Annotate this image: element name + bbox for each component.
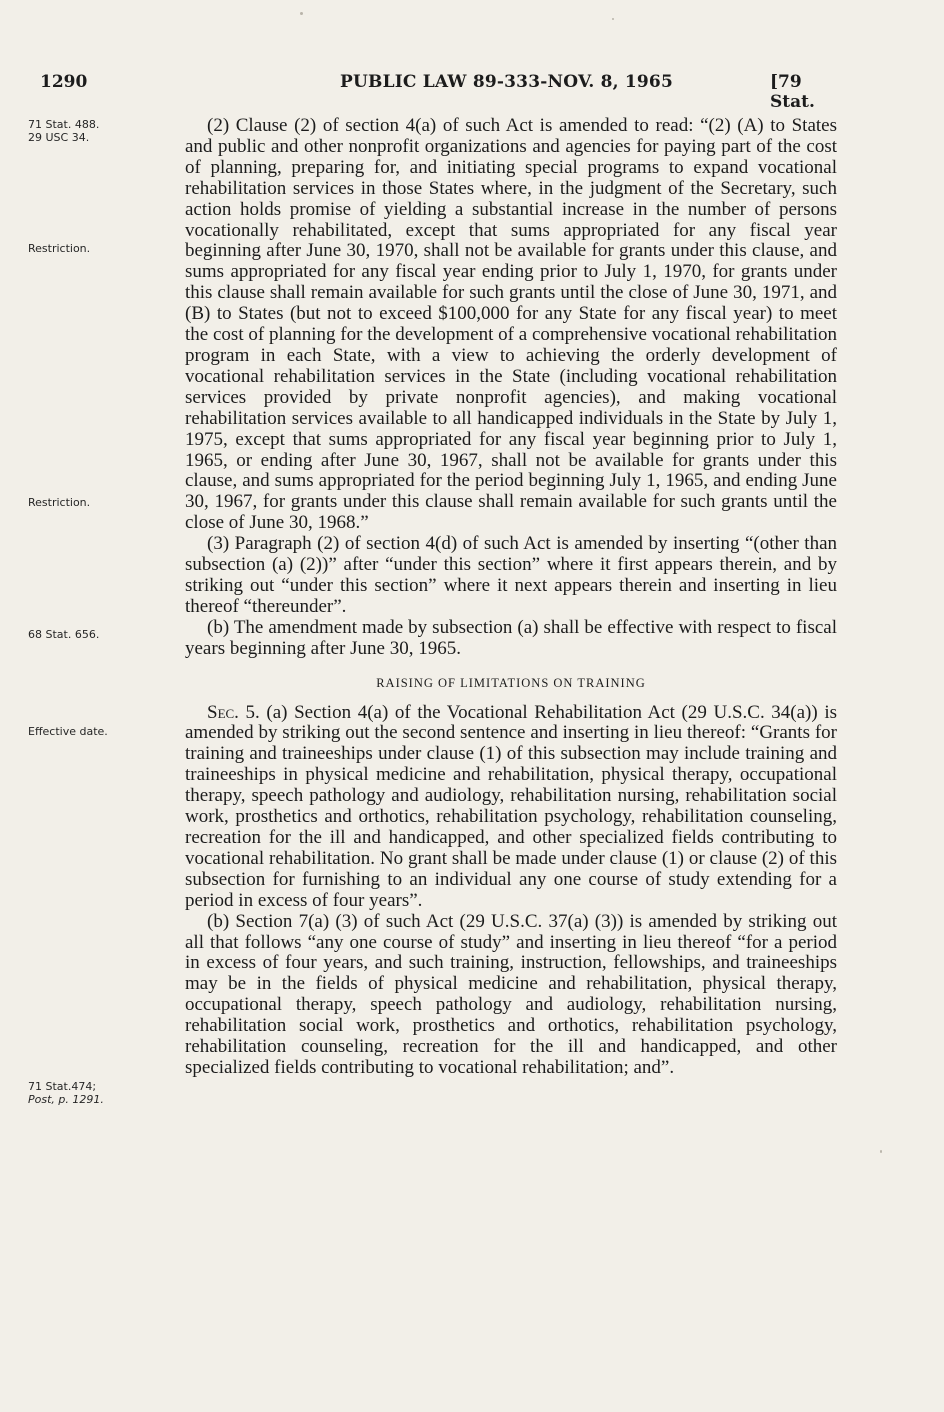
running-title: PUBLIC LAW 89-333-NOV. 8, 1965: [340, 72, 673, 92]
document-body: [185, 116, 837, 1079]
margin-note-restriction: [28, 496, 168, 509]
paragraph-section-5a: [185, 703, 837, 912]
margin-note-line: 71 Stat. 488.: [28, 118, 100, 131]
margin-note-citation: [28, 1080, 168, 1106]
section-heading: RAISING OF LIMITATIONS ON TRAINING: [376, 675, 646, 690]
scan-speck: [612, 18, 614, 20]
paragraph-effective: (b) The amendment made by subsection (a) shall be effective with respect to fiscal years beginning after June 30, 1965.: [185, 616, 837, 659]
page-header: [40, 72, 840, 112]
section-5a-text: (a) Section 4(a) of the Vocational Rehabilitation Act (29 U.S.C. 34(a)) is amended by striking out the second sentence and inserting in lieu thereof: “Grants for training and traineeships under clause (1) of this subsection may include training and traineeships in physical medicine and rehabilitation, physical therapy, occupational therapy, speech pathology and audiology, rehabilitation nursing, rehabilitation social work, prosthetics and orthotics, rehabilitation psychology, rehabilitation counseling, recreation for the ill and handicapped, and other specialized fields contributing to vocational rehabilitation. No grant shall be made under clause (1) or clause (2) of this subsection for furnishing to an individual any one course of study extending for a period in excess of four years”.: [185, 701, 837, 911]
margin-note-citation: [28, 118, 168, 144]
section-lead: Sec. 5.: [207, 701, 260, 723]
scan-speck: [300, 12, 303, 15]
scan-speck: [880, 1150, 882, 1153]
paragraph-section-5b: (b) Section 7(a) (3) of such Act (29 U.S.C. 37(a) (3)) is amended by striking out all that follows “any one course of study” and inserting in lieu thereof “for a period in excess of four years, and such training, instruction, fellowships, and traineeships may be in the fields of physical medicine and rehabilitation, physical therapy, occupational therapy, speech pathology and audiology, rehabilitation nursing, rehabilitation social work, prosthetics and orthotics, rehabilitation psychology, rehabilitation counseling, recreation for the ill and handicapped, and other specialized fields contributing to vocational rehabilitation; and”.: [185, 910, 837, 1078]
margin-note-line: Effective date.: [28, 725, 108, 738]
paragraph-clause-2: (2) Clause (2) of section 4(a) of such Act is amended to read: “(2) (A) to States and public and other nonprofit organizations and agencies for paying part of the cost of planning, preparing for, and initiating special programs to expand vocational rehabilitation services in those States where, in the judgment of the Secretary, such action holds promise of yielding a substantial increase in the number of persons vocationally rehabilitated, except that sums appropriated for any fiscal year beginning after June 30, 1970, shall not be available for grants under this clause, and sums appropriated for any fiscal year ending prior to July 1, 1970, for grants under this clause shall remain available for such grants until the close of June 30, 1971, and (B) to States (but not to exceed $100,000 for any State for any fiscal year) to meet the cost of planning for the development of a comprehensive vocational rehabilitation program in each State, with a view to achieving the orderly development of vocational rehabilitation services in the State (including vocational rehabilitation services provided by private nonprofit agencies), and making vocational rehabilitation services available to all handicapped individuals in the State by July 1, 1975, except that sums appropriated for any fiscal year beginning prior to July 1, 1965, or ending after June 30, 1967, shall not be available for grants under this clause, and sums appropriated for the period beginning July 1, 1965, and ending June 30, 1967, for grants under this clause shall remain available for such grants until the close of June 30, 1968.”: [185, 115, 837, 534]
margin-note-effective-date: [28, 725, 168, 738]
page-number: 1290: [40, 72, 88, 92]
margin-note-line: Post, p. 1291.: [28, 1093, 104, 1106]
paragraph-3: (3) Paragraph (2) of section 4(d) of such Act is amended by inserting “(other than subsection (a) (2))” after “under this section” where it first appears therein, and by striking out “under this section” where it next appears therein and inserting in lieu thereof “thereunder”.: [185, 533, 837, 617]
statute-reference: [79 Stat.: [770, 72, 815, 112]
margin-note-citation: [28, 628, 168, 641]
margin-note-restriction: [28, 242, 168, 255]
margin-note-line: Restriction.: [28, 242, 91, 255]
margin-note-line: 29 USC 34.: [28, 131, 90, 144]
margin-note-line: 71 Stat.474;: [28, 1080, 97, 1093]
margin-note-line: 68 Stat. 656.: [28, 628, 100, 641]
margin-note-line: Restriction.: [28, 496, 91, 509]
